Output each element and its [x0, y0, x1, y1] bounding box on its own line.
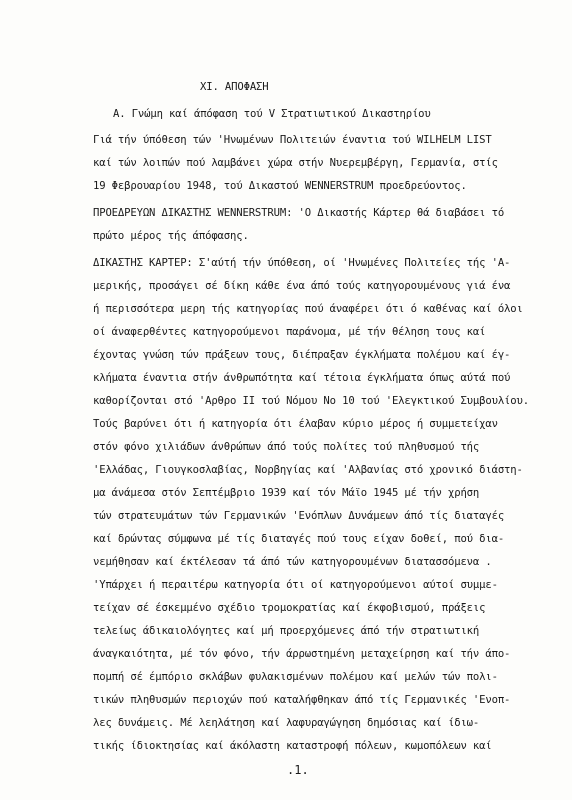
body-line: μα άνάμεσα στόν Σεπτέμβριο 1939 καί τόν Μάϊο 1945 μέ τήν χρήση: [93, 487, 480, 499]
body-line: τείχαν σέ έσκεμμένο σχέδιο τρομοκρατίας καί έκφοβισμού, πράξεις: [93, 602, 486, 614]
body-line: πομπή σέ έμπόριο σκλάβων φυλακισμένων πολέμου καί μελών τών πολι-: [93, 671, 498, 683]
body-line: τικών πληθυσμών περιοχών πού καταλήφθηκαν άπό τίς Γερμανικές 'Ενοπ-: [93, 694, 511, 706]
body-line: κλήματα έναντια στήν άνθρωπότητα καί τέτοια έγκλήματα όπως αύτά πού: [93, 372, 511, 384]
document-heading: XI. ΑΠΟΦΑΣΗ: [200, 81, 269, 93]
body-line: λες δυνάμεις. Μέ λεηλάτηση καί λαφυραγώγηση δημόσιας καί ίδιω-: [93, 717, 480, 729]
body-line: άναγκαιότητα, μέ τόν φόνο, τήν άρρωστημένη μεταχείρηση καί τήν άπο-: [93, 648, 511, 660]
page-number: .1.: [287, 763, 309, 777]
body-line: τών στρατευμάτων τών Γερμανικών 'Ενόπλων Δυνάμεων άπό τίς διαταγές: [93, 510, 505, 522]
intro-line: 19 Φεβρουαρίου 1948, τού Δικαστού WENNERSTRUM προεδρεύοντος.: [93, 180, 467, 192]
body-line: έχοντας γνώση τών πράξεων τους, διέπραξαν έγκλήματα πολέμου καί έγ-: [93, 349, 511, 361]
body-line: 'Ελλάδας, Γιουγκοσλαβίας, Νορβηγίας καί 'Αλβανίας στό χρονικό διάστη-: [93, 464, 523, 476]
body-line: καθορίζονται στό 'Αρθρο ΙΙ τού Νόμου Νο 10 τού 'Ελεγκτικού Συμβουλίου.: [93, 395, 529, 407]
body-line: Τούς βαρύνει ότι ή κατηγορία ότι έλαβαν κύριο μέρος ή συμμετείχαν: [93, 418, 498, 430]
body-line: τελείως άδικαιολόγητες καί μή προερχόμενες άπό τήν στρατιωτική: [93, 625, 480, 637]
body-line: μερικής, προσάγει σέ δίκη κάθε ένα άπό τούς κατηγορουμένους γιά ένα: [93, 280, 511, 292]
body-line: 'Υπάρχει ή περαιτέρω κατηγορία ότι οί κατηγορούμενοι αύτοί συμμε-: [93, 579, 498, 591]
presiding-line: ΠΡΟΕΔΡΕΥΩΝ ΔΙΚΑΣΤΗΣ WENNERSTRUM: 'Ο Δικαστής Κάρτερ θά διαβάσει τό: [93, 207, 505, 219]
body-line: καί δρώντας σύμφωνα μέ τίς διαταγές πού τους είχαν δοθεί, πού δια-: [93, 533, 505, 545]
body-line: ή περισσότερα μερη τής κατηγορίας πού άναφέρει ότι ό καθένας καί όλοι: [93, 303, 523, 315]
presiding-line: πρώτο μέρος τής άπόφασης.: [93, 230, 249, 242]
body-line: τικής ίδιοκτησίας καί άκόλαστη καταστροφή πόλεων, κωμοπόλεων καί: [93, 740, 492, 752]
body-line: νεμήθησαν καί έκτέλεσαν τά άπό τών κατηγορουμένων διατασσόμενα .: [93, 556, 492, 568]
body-line: στόν φόνο χιλιάδων άνθρώπων άπό τούς πολίτες τού πληθυσμού τής: [93, 441, 480, 453]
body-line: οί άναφερθέντες κατηγορούμενοι παράνομα, μέ τήν θέληση τους καί: [93, 326, 486, 338]
intro-line: Γιά τήν ύπόθεση τών 'Ηνωμένων Πολιτειών έναντια τού WILHELM LIST: [93, 134, 492, 146]
intro-line: καί τών λοιπών πού λαμβάνει χώρα στήν Νυερεμβέργη, Γερμανία, στίς: [93, 157, 498, 169]
document-subheading: Α. Γνώμη καί άπόφαση τού V Στρατιωτικού Δικαστηρίου: [113, 108, 431, 120]
body-line: ΔΙΚΑΣΤΗΣ ΚΑΡΤΕΡ: Σ'αύτή τήν ύπόθεση, οί 'Ηνωμένες Πολιτείες τής 'Α-: [93, 257, 511, 269]
